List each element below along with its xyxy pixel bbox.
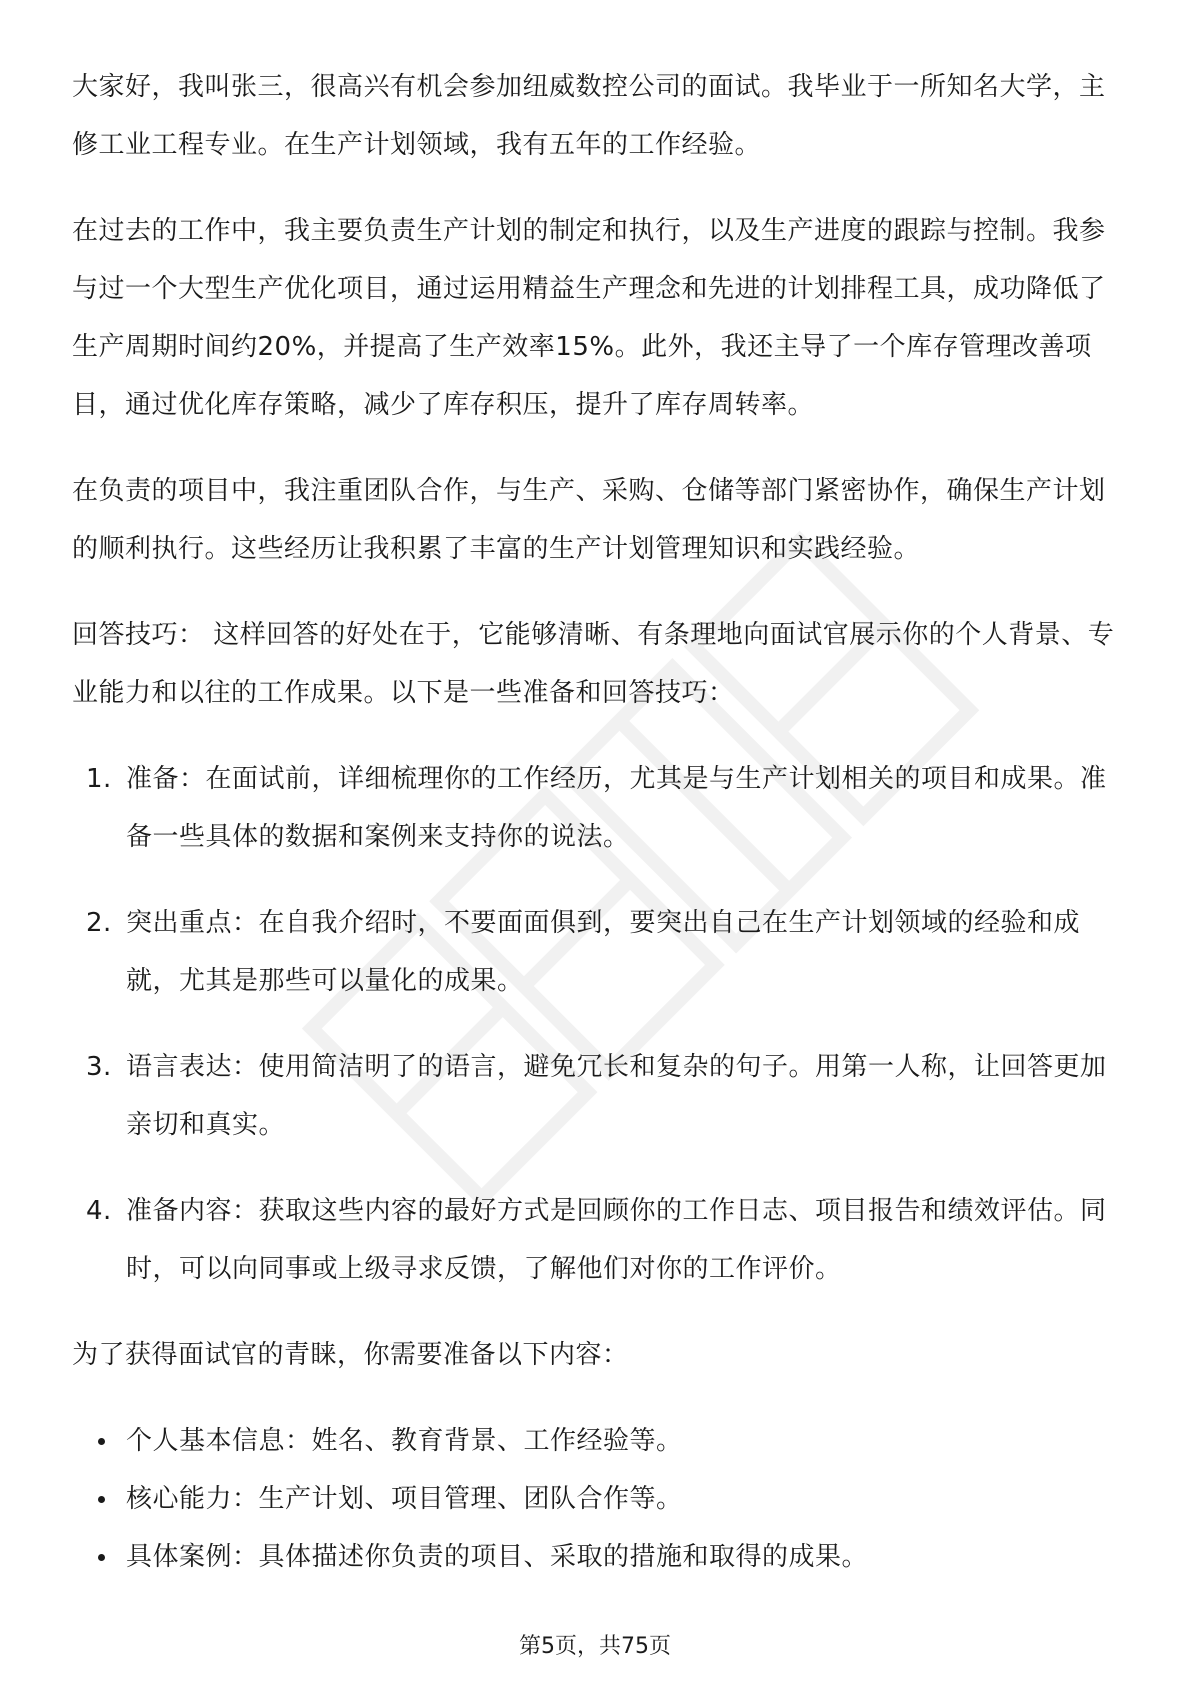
list-number: 4.	[86, 1196, 112, 1226]
bullet-list	[72, 1412, 1124, 1586]
page-footer: 第5页，共75页	[519, 1634, 671, 1659]
list-number: 2.	[86, 908, 112, 938]
bullet-item	[72, 1470, 1124, 1528]
bullet-dot-icon	[98, 1438, 105, 1445]
bullet-dot-icon	[98, 1554, 105, 1561]
bullet-dot-icon	[98, 1496, 105, 1503]
paragraph-bullets-intro: 为了获得面试官的青睐，你需要准备以下内容：	[72, 1340, 629, 1370]
paragraph-teamwork: 在负责的项目中，我注重团队合作，与生产、采购、仓储等部门紧密协作，确保生产计划的顺利执行。这些经历让我积累了丰富的生产计划管理知识和实践经验。	[72, 476, 1106, 564]
bullet-item-text: 个人基本信息：姓名、教育背景、工作经验等。	[126, 1426, 683, 1456]
list-item-text: 突出重点：在自我介绍时，不要面面俱到，要突出自己在生产计划领域的经验和成就，尤其是那些可以量化的成果。	[126, 908, 1081, 996]
list-item-text: 语言表达：使用简洁明了的语言，避免冗长和复杂的句子。用第一人称，让回答更加亲切和真实。	[126, 1052, 1107, 1140]
list-item	[72, 750, 1124, 866]
bullet-item	[72, 1412, 1124, 1470]
paragraph-tips: 回答技巧： 这样回答的好处在于，它能够清晰、有条理地向面试官展示你的个人背景、专业能力和以往的工作成果。以下是一些准备和回答技巧：	[72, 620, 1115, 708]
list-item	[72, 894, 1124, 1010]
list-item	[72, 1182, 1124, 1298]
list-item-text: 准备：在面试前，详细梳理你的工作经历，尤其是与生产计划相关的项目和成果。准备一些具体的数据和案例来支持你的说法。	[126, 764, 1107, 852]
list-number: 3.	[86, 1052, 112, 1082]
bullet-item-text: 具体案例：具体描述你负责的项目、采取的措施和取得的成果。	[126, 1542, 869, 1572]
bullet-item-text: 核心能力：生产计划、项目管理、团队合作等。	[126, 1484, 683, 1514]
numbered-tips-list	[72, 750, 1124, 1298]
list-item-text: 准备内容：获取这些内容的最好方式是回顾你的工作日志、项目报告和绩效评估。同时，可以向同事或上级寻求反馈，了解他们对你的工作评价。	[126, 1196, 1107, 1284]
paragraph-intro: 大家好，我叫张三，很高兴有机会参加纽威数控公司的面试。我毕业于一所知名大学，主修工业工程专业。在生产计划领域，我有五年的工作经验。	[72, 72, 1106, 160]
paragraph-experience: 在过去的工作中，我主要负责生产计划的制定和执行，以及生产进度的跟踪与控制。我参与过一个大型生产优化项目，通过运用精益生产理念和先进的计划排程工具，成功降低了生产周期时间约20%，并提高了生产效率15%。此外，我还主导了一个库存管理改善项目，通过优化库存策略，减少了库存积压，提升了库存周转率。	[72, 216, 1106, 420]
document-body	[72, 58, 1124, 1586]
list-item	[72, 1038, 1124, 1154]
list-number: 1.	[86, 764, 112, 794]
bullet-item	[72, 1528, 1124, 1586]
